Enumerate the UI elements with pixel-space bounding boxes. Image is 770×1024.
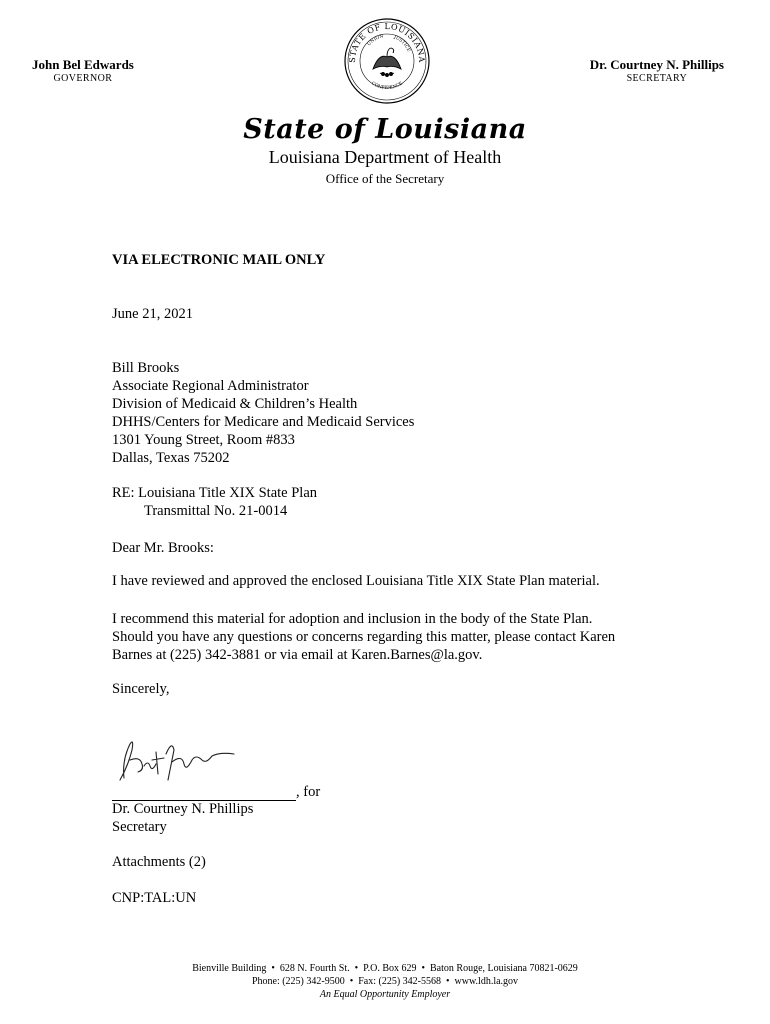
- paragraph-line: Barnes at (225) 342-3881 or via email at Karen.Barnes@la.gov.: [112, 647, 483, 663]
- state-title: State of Louisiana: [243, 114, 527, 145]
- footer-phone: Phone: (225) 342-9500: [251, 976, 345, 987]
- signer-block: [112, 800, 253, 836]
- closing: Sincerely,: [112, 681, 170, 697]
- secretary-header: [590, 57, 724, 84]
- secretary-name: Dr. Courtney N. Phillips: [589, 57, 724, 72]
- paragraph-line: I recommend this material for adoption and inclusion in the body of the State Plan.: [112, 611, 593, 627]
- subject-line: [112, 484, 317, 520]
- handwritten-signature: [112, 730, 242, 786]
- salutation: Dear Mr. Brooks:: [112, 540, 214, 556]
- seal-text-top: STATE OF LOUISIANA: [347, 21, 427, 63]
- subject-line-2: Transmittal No. 21-0014: [144, 503, 288, 519]
- footer-website: www.ldh.la.gov: [454, 976, 519, 987]
- governor-name: John Bel Edwards: [32, 57, 134, 72]
- pelican-icon: [373, 48, 401, 77]
- recipient-address: [112, 359, 414, 467]
- recipient-city: Dallas, Texas 75202: [112, 450, 230, 466]
- signature-line: [112, 783, 320, 801]
- recipient-street: 1301 Young Street, Room #833: [112, 432, 295, 448]
- seal-text-justice: JUSTICE: [393, 35, 411, 53]
- reference-initials: CNP:TAL:UN: [112, 890, 197, 906]
- footer-city: Baton Rouge, Louisiana 70821-0629: [430, 963, 578, 974]
- recipient-agency: DHHS/Centers for Medicare and Medicaid Services: [112, 414, 415, 430]
- paragraph-approval: I have reviewed and approved the enclosed Louisiana Title XIX State Plan material.: [112, 573, 600, 589]
- footer-fax: Fax: (225) 342-5568: [358, 976, 442, 987]
- recipient-division: Division of Medicaid & Children’s Health: [112, 396, 358, 412]
- delivery-method: VIA ELECTRONIC MAIL ONLY: [112, 252, 326, 268]
- paragraph-line: Should you have any questions or concerns regarding this matter, please contact Karen: [112, 629, 616, 645]
- recipient-name: Bill Brooks: [112, 360, 180, 376]
- state-seal-logo: [343, 17, 431, 105]
- office-name: Office of the Secretary: [325, 171, 445, 186]
- subject-line-1: RE: Louisiana Title XIX State Plan: [112, 485, 318, 501]
- governor-title: GOVERNOR: [53, 73, 113, 84]
- footer-address-line: [0, 962, 770, 975]
- footer-street: 628 N. Fourth St.: [279, 963, 350, 974]
- bullet-separator: •: [354, 963, 359, 974]
- governor-header: [32, 57, 134, 84]
- bullet-separator: •: [446, 976, 450, 987]
- secretary-title: SECRETARY: [626, 73, 688, 84]
- attachments: Attachments (2): [112, 854, 206, 870]
- svg-text:CONFIDENCE: [370, 80, 404, 91]
- signature-for: , for: [296, 784, 321, 800]
- seal-text-union: UNION: [366, 34, 385, 48]
- footer-contact-line: [0, 975, 770, 988]
- bullet-separator: •: [421, 963, 426, 974]
- letter-date: June 21, 2021: [112, 306, 193, 322]
- bullet-separator: •: [349, 976, 354, 987]
- signer-name: Dr. Courtney N. Phillips: [112, 801, 254, 817]
- footer-eeo: An Equal Opportunity Employer: [319, 989, 451, 1000]
- seal-text-confidence: CONFIDENCE: [370, 81, 404, 92]
- signer-title: Secretary: [112, 819, 167, 835]
- footer-po-box: P.O. Box 629: [363, 963, 417, 974]
- footer-building: Bienville Building: [192, 963, 267, 974]
- department-name: Louisiana Department of Health: [268, 147, 502, 167]
- recipient-title: Associate Regional Administrator: [112, 378, 309, 394]
- bullet-separator: •: [271, 963, 275, 974]
- footer: [0, 962, 770, 1001]
- paragraph-recommendation: [112, 610, 652, 664]
